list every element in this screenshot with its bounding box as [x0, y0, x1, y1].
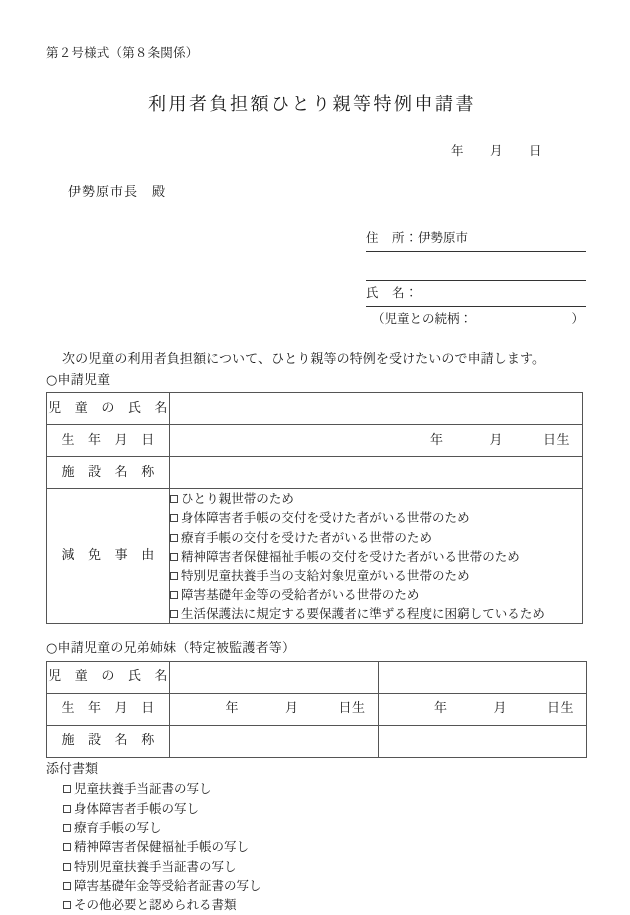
reason-label-text: 障害基礎年金等の受給者がいる世帯のため: [181, 586, 420, 602]
reason-label-text: 身体障害者手帳の交付を受けた者がいる世帯のため: [181, 510, 470, 526]
applicant-address-row[interactable]: [366, 226, 586, 252]
attachment-label-text: 精神障害者保健福祉手帳の写し: [74, 839, 250, 855]
checkbox-icon[interactable]: [170, 514, 178, 522]
attachments-list: [46, 779, 584, 915]
checkbox-icon[interactable]: [63, 805, 71, 813]
date-month-label: 月: [489, 142, 503, 158]
reason-label-text: 特別児童扶養手当の支給対象児童がいる世帯のため: [181, 567, 470, 583]
reduction-reason-options: [170, 489, 583, 624]
field-sibling2-facility[interactable]: [378, 725, 587, 757]
addressee: [68, 183, 584, 203]
reason-label-text: 生活保護法に規定する要保護者に準ずる程度に困窮しているため: [181, 606, 545, 621]
attachment-checkbox-item[interactable]: [63, 818, 584, 837]
form-number: 第２号様式（第８条関係）: [46, 45, 199, 60]
field-child-birthdate[interactable]: [170, 425, 583, 457]
birth-day-label: 日生: [542, 433, 570, 448]
field-sibling1-name[interactable]: [170, 661, 379, 693]
reason-checkbox-item[interactable]: [170, 489, 582, 508]
relation-close-paren: ）: [571, 310, 584, 326]
checkbox-icon[interactable]: [170, 591, 178, 599]
attachment-checkbox-item[interactable]: [63, 876, 584, 895]
applicant-address-label: 住 所：: [366, 230, 419, 245]
reason-checkbox-item[interactable]: [170, 508, 582, 527]
field-sibling1-facility[interactable]: [170, 725, 379, 757]
birth-month-label: 月: [284, 701, 299, 717]
date-day-label: 日: [528, 142, 542, 158]
table-row-sibling-birthdate: [47, 693, 587, 725]
checkbox-icon[interactable]: [63, 863, 71, 871]
checkbox-icon[interactable]: [170, 610, 178, 618]
relation-label: （児童との続柄：: [372, 310, 473, 326]
birth-day-label: 日生: [546, 701, 574, 717]
checkbox-icon[interactable]: [170, 534, 178, 542]
table-row-child-birthdate: [47, 425, 583, 457]
request-statement: 次の児童の利用者負担額について、ひとり親等の特例を受けたいので申請します。: [62, 352, 546, 368]
page-title: 利用者負担額ひとり親等特例申請書: [148, 93, 476, 115]
reason-checkbox-item[interactable]: [170, 604, 582, 623]
birth-year-label: 年: [225, 701, 239, 717]
attachments-heading: 添付書類: [46, 761, 99, 777]
birth-year-label: 年: [433, 701, 448, 717]
field-child-facility[interactable]: [170, 457, 583, 489]
birth-day-label: 日生: [338, 701, 366, 717]
date-year-label: 年: [450, 142, 464, 158]
applicant-block: [366, 226, 586, 328]
reason-checkbox-item[interactable]: [170, 585, 582, 604]
applicant-child-table: [46, 392, 583, 624]
field-sibling1-birthdate[interactable]: [170, 693, 379, 725]
attachment-checkbox-item[interactable]: [63, 895, 584, 914]
addressee-name: 伊勢原市長: [68, 184, 139, 200]
applicant-relation-row[interactable]: [366, 307, 586, 329]
reason-checkbox-item[interactable]: [170, 528, 582, 547]
table-row-sibling-name: [47, 661, 587, 693]
attachment-checkbox-item[interactable]: [63, 799, 584, 818]
checkbox-icon[interactable]: [170, 572, 178, 580]
attachment-label-text: 療育手帳の写し: [74, 819, 162, 835]
checkbox-icon[interactable]: [170, 553, 178, 561]
attachment-label-text: 特別児童扶養手当証書の写し: [74, 858, 237, 874]
attachment-label-text: 身体障害者手帳の写し: [74, 800, 200, 816]
birth-year-label: 年: [429, 433, 444, 448]
table-row-reason: [47, 489, 583, 624]
applicant-name-row[interactable]: [366, 281, 586, 307]
checkbox-icon[interactable]: [63, 843, 71, 851]
reason-label-text: 療育手帳の交付を受けた者がいる世帯のため: [181, 529, 433, 545]
table-row-child-facility: [47, 457, 583, 489]
field-sibling2-name[interactable]: [378, 661, 587, 693]
attachment-checkbox-item[interactable]: [63, 857, 584, 876]
attachment-label-text: 障害基礎年金等受給者証書の写し: [74, 878, 262, 893]
checkbox-icon[interactable]: [63, 824, 71, 832]
applicant-address-line2[interactable]: [366, 252, 586, 281]
label-sibling-birthdate: 生 年 月 日: [47, 693, 170, 725]
applicant-address-value: 伊勢原市: [418, 230, 469, 245]
attachment-checkbox-item[interactable]: [63, 779, 584, 798]
applicant-name-label: 氏 名：: [366, 284, 419, 300]
birth-month-label: 月: [493, 701, 507, 717]
field-sibling2-birthdate[interactable]: [378, 693, 587, 725]
attachment-checkbox-item[interactable]: [63, 837, 584, 856]
table-row-child-name: [47, 393, 583, 425]
siblings-section-heading: ○申請児童の兄弟姉妹（特定被監護者等）: [46, 641, 296, 657]
reason-label-text: ひとり親世帯のため: [181, 491, 294, 507]
attachment-label-text: 児童扶養手当証書の写し: [74, 781, 212, 797]
label-child-name: 児 童 の 氏 名: [47, 393, 170, 425]
label-reduction-reason: 減 免 事 由: [47, 489, 170, 624]
label-child-birthdate: 生 年 月 日: [47, 425, 170, 457]
field-child-name[interactable]: [170, 393, 583, 425]
date-line: [46, 142, 584, 161]
reason-checkbox-item[interactable]: [170, 566, 582, 585]
reason-checkbox-item[interactable]: [170, 547, 582, 566]
label-sibling-name: 児 童 の 氏 名: [47, 661, 170, 693]
checkbox-icon[interactable]: [63, 882, 71, 890]
siblings-table: [46, 661, 587, 758]
attachment-label-text: その他必要と認められる書類: [74, 897, 237, 913]
addressee-honorific: 殿: [152, 184, 167, 200]
child-section-heading: ○申請児童: [46, 372, 111, 388]
checkbox-icon[interactable]: [170, 495, 178, 503]
label-sibling-facility: 施 設 名 称: [47, 725, 170, 757]
checkbox-icon[interactable]: [63, 785, 71, 793]
reason-label-text: 精神障害者保健福祉手帳の交付を受けた者がいる世帯のため: [181, 548, 520, 564]
table-row-sibling-facility: [47, 725, 587, 757]
label-child-facility: 施 設 名 称: [47, 457, 170, 489]
birth-month-label: 月: [489, 433, 503, 448]
